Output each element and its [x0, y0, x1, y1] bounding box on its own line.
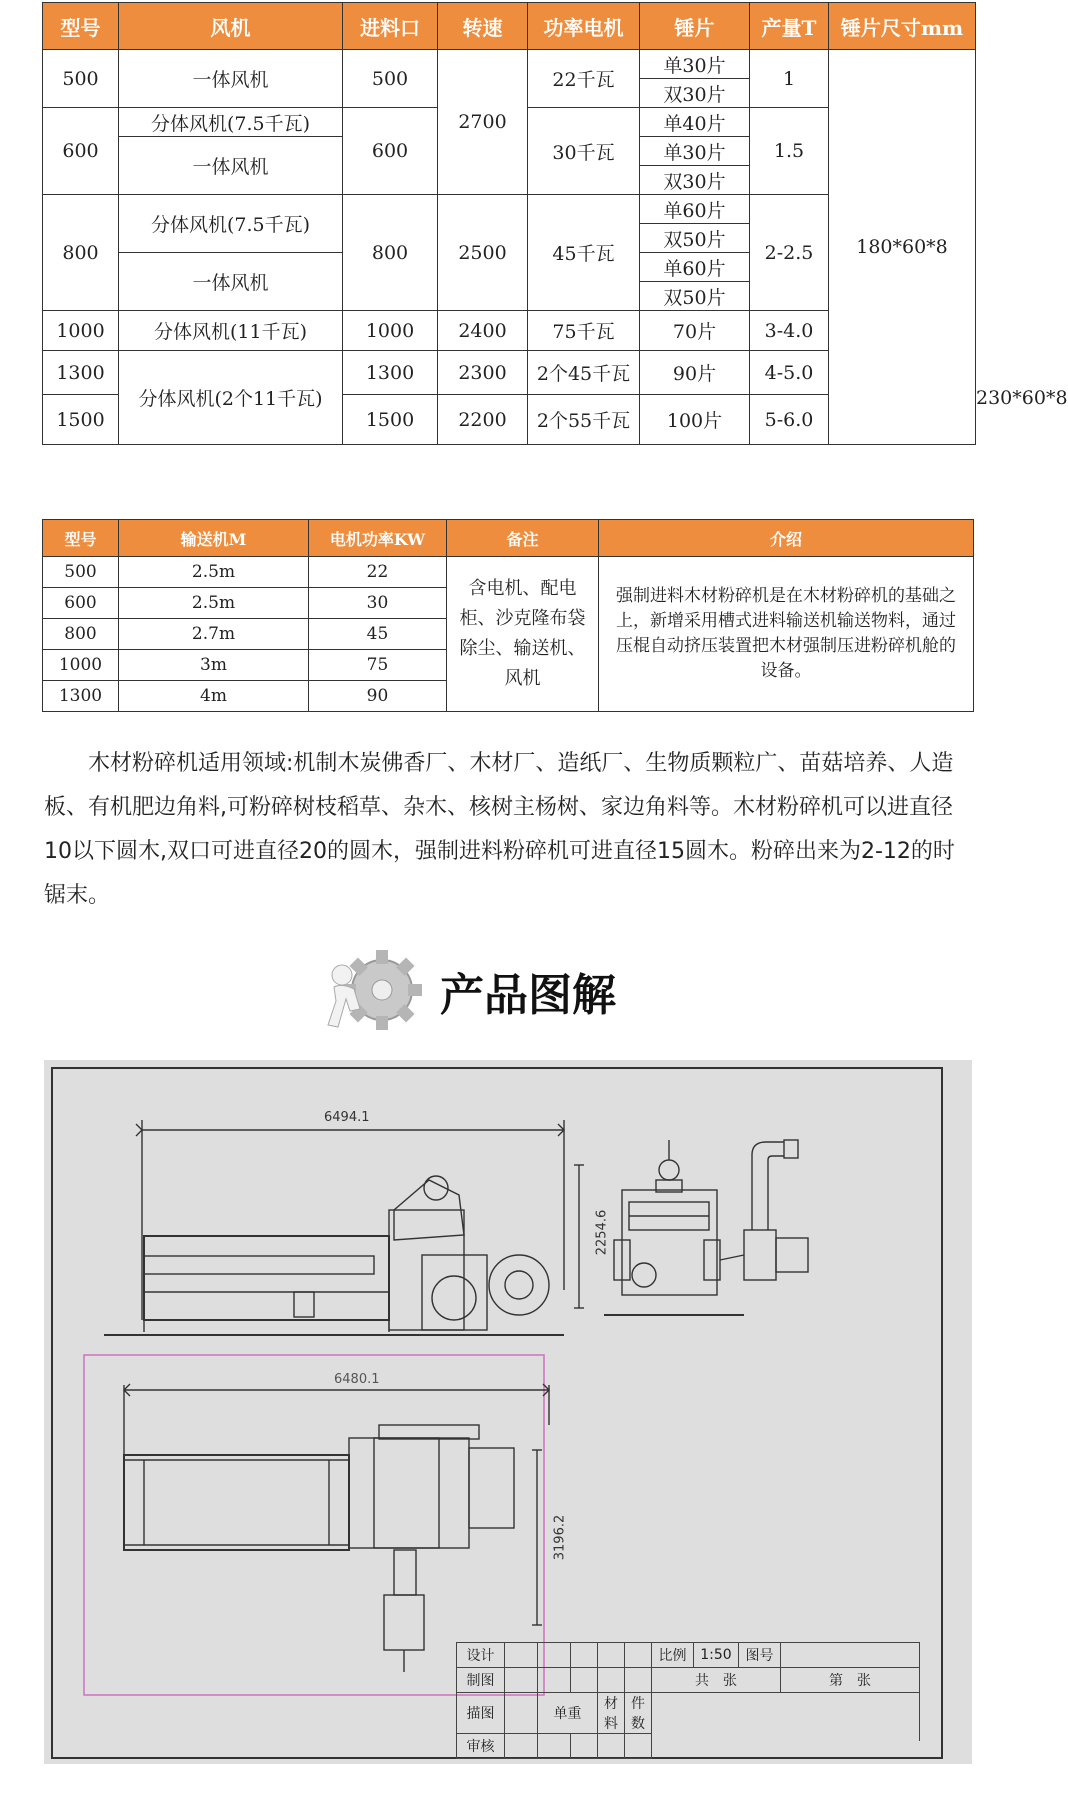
cell-model: 1300: [43, 681, 119, 712]
cell-conveyor: 3m: [119, 650, 309, 681]
cell-inlet: 800: [343, 195, 438, 311]
cell-speed: 2200: [438, 395, 528, 445]
cell-power: 22: [309, 557, 447, 588]
cell-fan: 一体风机: [119, 253, 343, 311]
cell-motor: 2个45千瓦: [528, 351, 640, 395]
cell-inlet: 500: [343, 50, 438, 108]
gear-person-icon: [320, 945, 430, 1035]
cell-inlet: 1300: [343, 351, 438, 395]
cell-output: 4-5.0: [750, 351, 829, 395]
cell-conveyor: 4m: [119, 681, 309, 712]
cell-model: 600: [43, 588, 119, 619]
cell-hammer: 100片: [640, 395, 750, 445]
cell-hammer: 单60片: [640, 253, 750, 282]
cell-hammer: 双50片: [640, 282, 750, 311]
tb-unit-weight: 单重: [538, 1693, 598, 1734]
cell-model: 800: [43, 619, 119, 650]
cell-output: 1.5: [750, 108, 829, 195]
cell-fan: 分体风机(11千瓦): [119, 311, 343, 351]
side-elevation: [104, 1120, 584, 1335]
cell-hammer: 90片: [640, 351, 750, 395]
dim-top-height: 2254.6: [594, 1209, 610, 1256]
header-fan: 风机: [119, 3, 343, 50]
header-hammer-size: 锤片尺寸mm: [829, 3, 976, 50]
cell-inlet: 1000: [343, 311, 438, 351]
cell-model: 500: [43, 50, 119, 108]
cell-output: 5-6.0: [750, 395, 829, 445]
cell-motor: 22千瓦: [528, 50, 640, 108]
cell-conveyor: 2.5m: [119, 588, 309, 619]
header-inlet: 进料口: [343, 3, 438, 50]
cell-conveyor: 2.7m: [119, 619, 309, 650]
cell-hammer: 70片: [640, 311, 750, 351]
tb-design: 设计: [457, 1643, 505, 1668]
cell-hammer: 双50片: [640, 224, 750, 253]
tb-scale: 1:50: [694, 1643, 739, 1668]
tb-trace: 描图: [457, 1693, 505, 1734]
cell-model: 1000: [43, 311, 119, 351]
engineering-drawing: [44, 1060, 972, 1764]
header-hammer: 锤片: [640, 3, 750, 50]
cell-fan: 一体风机: [119, 50, 343, 108]
cell-power: 45: [309, 619, 447, 650]
application-paragraph: 木材粉碎机适用领域:机制木炭佛香厂、木材厂、造纸厂、生物质颗粒广、苗菇培养、人造板、有机肥边角料,可粉碎树枝稻草、杂木、核树主杨树、家边角料等。木材粉碎机可以进直径10以下圆木,双口可进直径20的圆木，强制进料粉碎机可进直径15圆木。粉碎出来为2-12的时锯末。: [44, 751, 955, 908]
cell-motor: 45千瓦: [528, 195, 640, 311]
tb-review: 审核: [457, 1734, 505, 1759]
cell-conveyor: 2.5m: [119, 557, 309, 588]
header-speed: 转速: [438, 3, 528, 50]
conveyor-table: [42, 519, 974, 712]
cell-hammer: 双30片: [640, 79, 750, 108]
title-block-left: [456, 1642, 652, 1759]
cell-fan: 分体风机(7.5千瓦): [119, 195, 343, 253]
cell-power: 75: [309, 650, 447, 681]
cell-speed: 2500: [438, 195, 528, 311]
cell-motor: 30千瓦: [528, 108, 640, 195]
dim-top-length: 6494.1: [324, 1110, 370, 1125]
cell-output: 1: [750, 50, 829, 108]
tb-material: 材料: [598, 1693, 625, 1734]
cell-hammer: 单40片: [640, 108, 750, 137]
tb-sheet: 第 张: [781, 1668, 920, 1693]
cell-fan: 一体风机: [119, 137, 343, 195]
cell-motor: 2个55千瓦: [528, 395, 640, 445]
cell-hammer-size: 180*60*8: [829, 50, 976, 445]
tb-pieces: 件数: [625, 1693, 652, 1734]
cell-model: 800: [43, 195, 119, 311]
cell-fan: 分体风机(2个11千瓦): [119, 351, 343, 445]
header-output: 产量T: [750, 3, 829, 50]
title-block-right: [651, 1642, 920, 1741]
cell-output: 2-2.5: [750, 195, 829, 311]
header-intro: 介绍: [599, 520, 974, 557]
tb-scale-label: 比例: [652, 1643, 694, 1668]
section-banner: [320, 945, 650, 1035]
header-motor: 功率电机: [528, 3, 640, 50]
front-view: [604, 1140, 808, 1315]
cell-model: 1300: [43, 351, 119, 395]
tb-total: 共 张: [652, 1668, 781, 1693]
cell-speed: 2700: [438, 50, 528, 195]
header-model: 型号: [43, 3, 119, 50]
banner-title: 产品图解: [440, 970, 616, 1021]
cell-hammer: 双30片: [640, 166, 750, 195]
header-conveyor: 输送机M: [119, 520, 309, 557]
header-power: 电机功率KW: [309, 520, 447, 557]
cell-model: 500: [43, 557, 119, 588]
cell-power: 90: [309, 681, 447, 712]
cell-fan: 分体风机(7.5千瓦): [119, 108, 343, 137]
cell-model: 600: [43, 108, 119, 195]
cell-model: 1000: [43, 650, 119, 681]
tb-draft: 制图: [457, 1668, 505, 1693]
cell-inlet: 600: [343, 108, 438, 195]
cell-power: 30: [309, 588, 447, 619]
cell-motor: 75千瓦: [528, 311, 640, 351]
cell-intro: 强制进料木材粉碎机是在木材粉碎机的基础之上，新增采用槽式进料输送机输送物料，通过压棍自动挤压装置把木材强制压进粉碎机舱的设备。: [599, 557, 974, 712]
cell-output: 3-4.0: [750, 311, 829, 351]
cell-hammer: 单60片: [640, 195, 750, 224]
header-note: 备注: [447, 520, 599, 557]
cell-hammer: 单30片: [640, 50, 750, 79]
cell-note: 含电机、配电柜、沙克隆布袋除尘、输送机、风机: [447, 557, 599, 712]
dim-plan-width: 3196.2: [552, 1514, 568, 1561]
cell-inlet: 1500: [343, 395, 438, 445]
header-model: 型号: [43, 520, 119, 557]
cell-hammer: 单30片: [640, 137, 750, 166]
dim-plan-length: 6480.1: [334, 1372, 380, 1387]
cell-speed: 2400: [438, 311, 528, 351]
cell-model: 1500: [43, 395, 119, 445]
cell-speed: 2300: [438, 351, 528, 395]
tb-drawing-no: 图号: [739, 1643, 781, 1668]
spec-table: 型号 风机 进料口 转速 功率电机 锤片 产量T 锤片尺寸mm 500 一体风机 500 2700 22千瓦 单30片 1 180*60*8 双30片 600 分体风机(7.5千瓦) 600 30千瓦 单40片 1.5 一体风机 单30片 双30片 800 分体风机(7.5千瓦) 800 2500 45千瓦 单60片 2-2.5 双50片 一体风机 单60片 双50片 1000 分体风机(11千瓦) 1000 2400 75千瓦 70片 3-4.0 1300 分体风机(2个11千瓦) 1300 2300 2个45千瓦 90片 4-5.0 230*60*8 1500 1500 2200 2个55千瓦 100片 5-6.0: [42, 2, 976, 445]
